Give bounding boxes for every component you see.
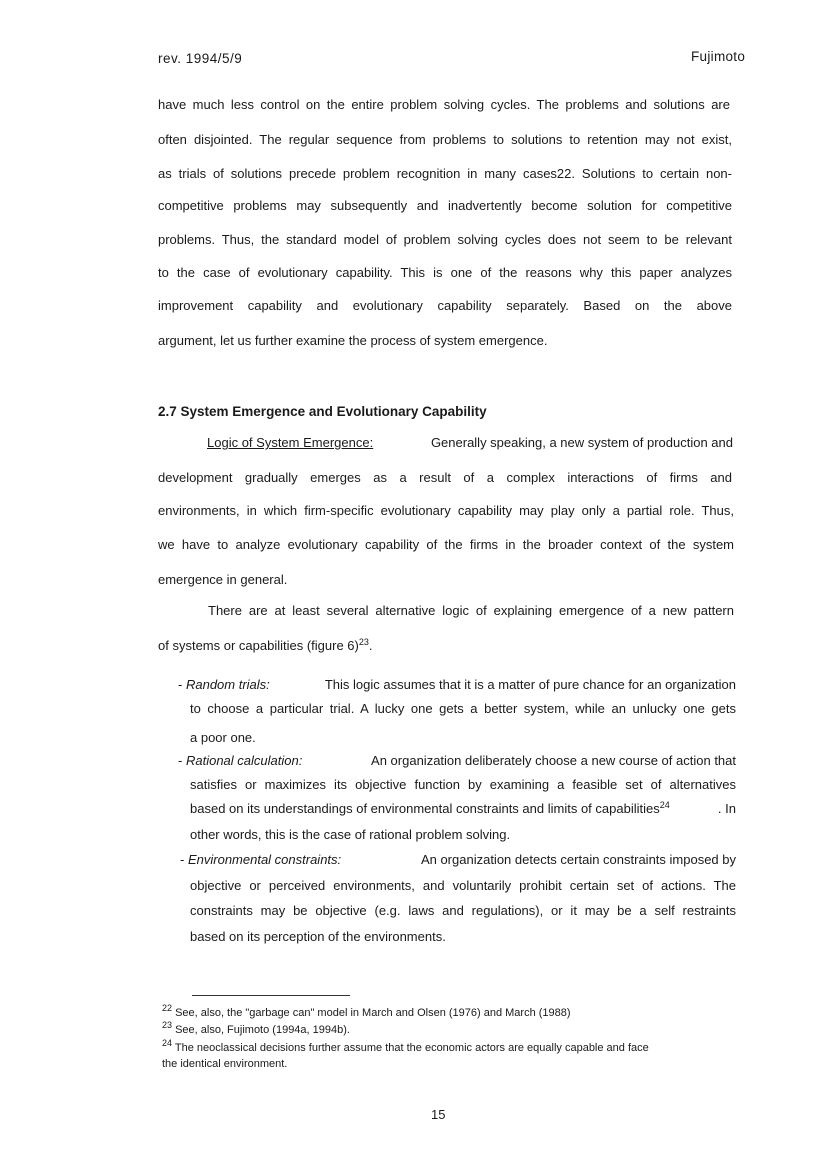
paragraph-first-text: Generally speaking, a new system of production and bbox=[430, 435, 733, 450]
bullet-dash: - bbox=[180, 852, 185, 867]
footnote-ref: 24 bbox=[659, 800, 670, 810]
body-line: often disjointed. The regular sequence from problems to solutions to retention may not exist, bbox=[158, 132, 732, 147]
body-line: to the case of evolutionary capability. This is one of the reasons why this paper analyzes bbox=[158, 265, 732, 280]
body-line: as trials of solutions precede problem recognition in many cases22. Solutions to certain non- bbox=[158, 166, 732, 181]
bullet-line: a poor one. bbox=[190, 730, 256, 745]
bullet-term: Random trials: bbox=[185, 677, 270, 692]
bullet-text: This logic assumes that it is a matter of pure chance for an organization bbox=[324, 677, 736, 692]
page-number: 15 bbox=[431, 1107, 446, 1122]
bullet-line: satisfies or maximizes its objective function by examining a feasible set of alternatives bbox=[190, 777, 736, 792]
footnote-text: See, also, Fujimoto (1994a, 1994b). bbox=[175, 1024, 350, 1036]
paragraph-lead-term: Logic of System Emergence: bbox=[207, 435, 374, 450]
body-line: we have to analyze evolutionary capability of the firms in the broader context of the system bbox=[158, 537, 734, 552]
footnote-24-continued: the identical environment. bbox=[162, 1058, 288, 1070]
bullet-head bbox=[178, 753, 302, 768]
footnote-number: 22 bbox=[162, 1003, 173, 1013]
body-line: emergence in general. bbox=[158, 572, 288, 587]
section-heading: 2.7 System Emergence and Evolutionary Capability bbox=[158, 404, 487, 419]
body-text: based on its understandings of environmental constraints and limits of capabilities bbox=[190, 801, 660, 816]
footnote-text: The neoclassical decisions further assume that the economic actors are equally capable and face bbox=[174, 1042, 649, 1054]
body-text: . bbox=[368, 638, 373, 653]
body-line: competitive problems may subsequently and inadvertently become solution for competitive bbox=[158, 198, 732, 213]
bullet-head bbox=[178, 677, 270, 692]
body-text: of systems or capabilities (figure 6) bbox=[158, 638, 359, 653]
body-line: argument, let us further examine the process of system emergence. bbox=[158, 333, 548, 348]
footnote-text: See, also, the "garbage can" model in March and Olsen (1976) and March (1988) bbox=[175, 1007, 571, 1019]
bullet-rational-calculation bbox=[178, 753, 736, 768]
footnote-number: 24 bbox=[162, 1038, 173, 1048]
bullet-line: to choose a particular trial. A lucky one gets a better system, while an unlucky one gets bbox=[190, 701, 736, 716]
bullet-text: An organization deliberately choose a new course of action that bbox=[371, 753, 736, 768]
paragraph-first-line bbox=[207, 435, 733, 450]
footnote-divider bbox=[192, 995, 350, 996]
footnote-23 bbox=[162, 1020, 350, 1036]
bullet-line: other words, this is the case of rational problem solving. bbox=[190, 827, 511, 842]
header-revision: rev. 1994/5/9 bbox=[158, 51, 243, 66]
bullet-text: An organization detects certain constraints imposed by bbox=[420, 852, 736, 867]
body-line: improvement capability and evolutionary capability separately. Based on the above bbox=[158, 298, 732, 313]
bullet-line: based on its perception of the environments. bbox=[190, 929, 446, 944]
body-text: . In bbox=[717, 801, 736, 816]
body-line: have much less control on the entire problem solving cycles. The problems and solutions are bbox=[158, 97, 730, 112]
bullet-dash: - bbox=[178, 753, 183, 768]
footnote-ref: 23 bbox=[358, 637, 369, 647]
bullet-dash: - bbox=[178, 677, 183, 692]
body-line: development gradually emerges as a result of a complex interactions of firms and bbox=[158, 470, 732, 485]
header-author: Fujimoto bbox=[691, 49, 746, 64]
body-line: environments, in which firm-specific evolutionary capability may play only a partial role. Thus, bbox=[158, 503, 734, 518]
footnote-number: 23 bbox=[162, 1020, 173, 1030]
bullet-line: constraints may be objective (e.g. laws and regulations), or it may be a self restraints bbox=[190, 903, 736, 918]
footnote-22 bbox=[162, 1003, 571, 1019]
body-line: problems. Thus, the standard model of problem solving cycles does not seem to be relevant bbox=[158, 232, 732, 247]
bullet-text bbox=[190, 801, 670, 816]
footnote-24 bbox=[162, 1038, 649, 1054]
body-line: There are at least several alternative logic of explaining emergence of a new pattern bbox=[208, 603, 734, 618]
bullet-head bbox=[180, 852, 341, 867]
bullet-term: Rational calculation: bbox=[185, 753, 303, 768]
bullet-environmental-constraints bbox=[180, 852, 736, 867]
bullet-line-with-note bbox=[190, 801, 736, 816]
body-line-with-note bbox=[158, 638, 373, 653]
bullet-term: Environmental constraints: bbox=[187, 852, 342, 867]
bullet-random-trials bbox=[178, 677, 736, 692]
bullet-line: objective or perceived environments, and voluntarily prohibit certain set of actions. The bbox=[190, 878, 736, 893]
